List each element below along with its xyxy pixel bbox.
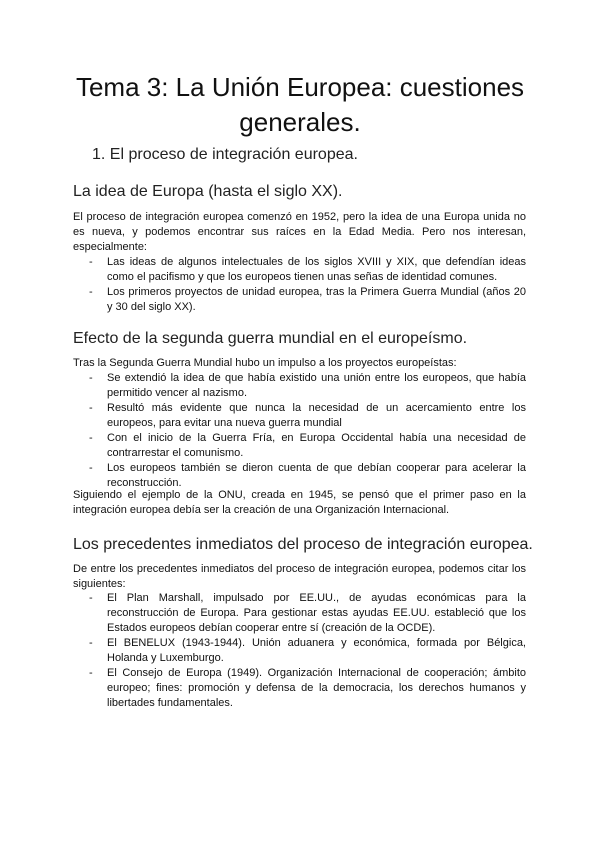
heading-precedentes: Los precedentes inmediatos del proceso de integración europea. [73, 536, 533, 553]
list-item: - Los europeos también se dieron cuenta de que debían cooperar para acelerar la reconstrucción. [73, 461, 526, 491]
list-item: - El Plan Marshall, impulsado por EE.UU., de ayudas económicas para la reconstrucción de Europa. Para gestionar estas ayudas EE.UU. estableció que los Estados europeos debían cooperar entre sí (creación de la OCDE). [73, 591, 526, 636]
list-item: - Resultó más evidente que nunca la necesidad de un acercamiento entre los europeos, para evitar una nueva guerra mundial [73, 401, 526, 431]
bullet-list-3 [73, 591, 526, 711]
page-title: Tema 3: La Unión Europea: cuestiones generales. [75, 72, 525, 137]
paragraph-intro-2: Tras la Segunda Guerra Mundial hubo un impulso a los proyectos europeístas: [73, 357, 457, 369]
list-item: - Se extendió la idea de que había existido una unión entre los europeos, que había permitido vencer al nazismo. [73, 371, 526, 401]
bullet-list-2 [73, 371, 526, 491]
heading-segunda-guerra: Efecto de la segunda guerra mundial en el europeísmo. [73, 330, 468, 347]
list-item: - El Consejo de Europa (1949). Organización Internacional de cooperación; ámbito europeo; fines: promoción y defensa de la democracia, los derechos humanos y libertades fundamentales. [73, 666, 526, 711]
list-item: - Las ideas de algunos intelectuales de los siglos XVIII y XIX, que defendían ideas como el pacifismo y que los europeos tienen unas señas de identidad comunes. [73, 255, 526, 285]
list-item: - Los primeros proyectos de unidad europea, tras la Primera Guerra Mundial (años 20 y 30 del siglo XX). [73, 285, 526, 315]
list-item: - Con el inicio de la Guerra Fría, en Europa Occidental había una necesidad de contrarrestar el comunismo. [73, 431, 526, 461]
bullet-list-1 [73, 255, 526, 315]
paragraph-intro-1: El proceso de integración europea comenzó en 1952, pero la idea de una Europa unida no es nueva, y podemos encontrar sus raíces en la Edad Media. Pero nos interesan, especialmente: [73, 211, 526, 253]
paragraph-outro-2: Siguiendo el ejemplo de la ONU, creada en 1945, se pensó que el primer paso en la integración europea debía ser la creación de una Organización Internacional. [73, 489, 526, 516]
paragraph-intro-3: De entre los precedentes inmediatos del proceso de integración europea, podemos citar los siguientes: [73, 563, 526, 590]
list-item: - El BENELUX (1943-1944). Unión aduanera y económica, formada por Bélgica, Holanda y Luxemburgo. [73, 636, 526, 666]
heading-idea-europa: La idea de Europa (hasta el siglo XX). [73, 183, 343, 200]
section-subtitle: 1. El proceso de integración europea. [92, 146, 358, 163]
